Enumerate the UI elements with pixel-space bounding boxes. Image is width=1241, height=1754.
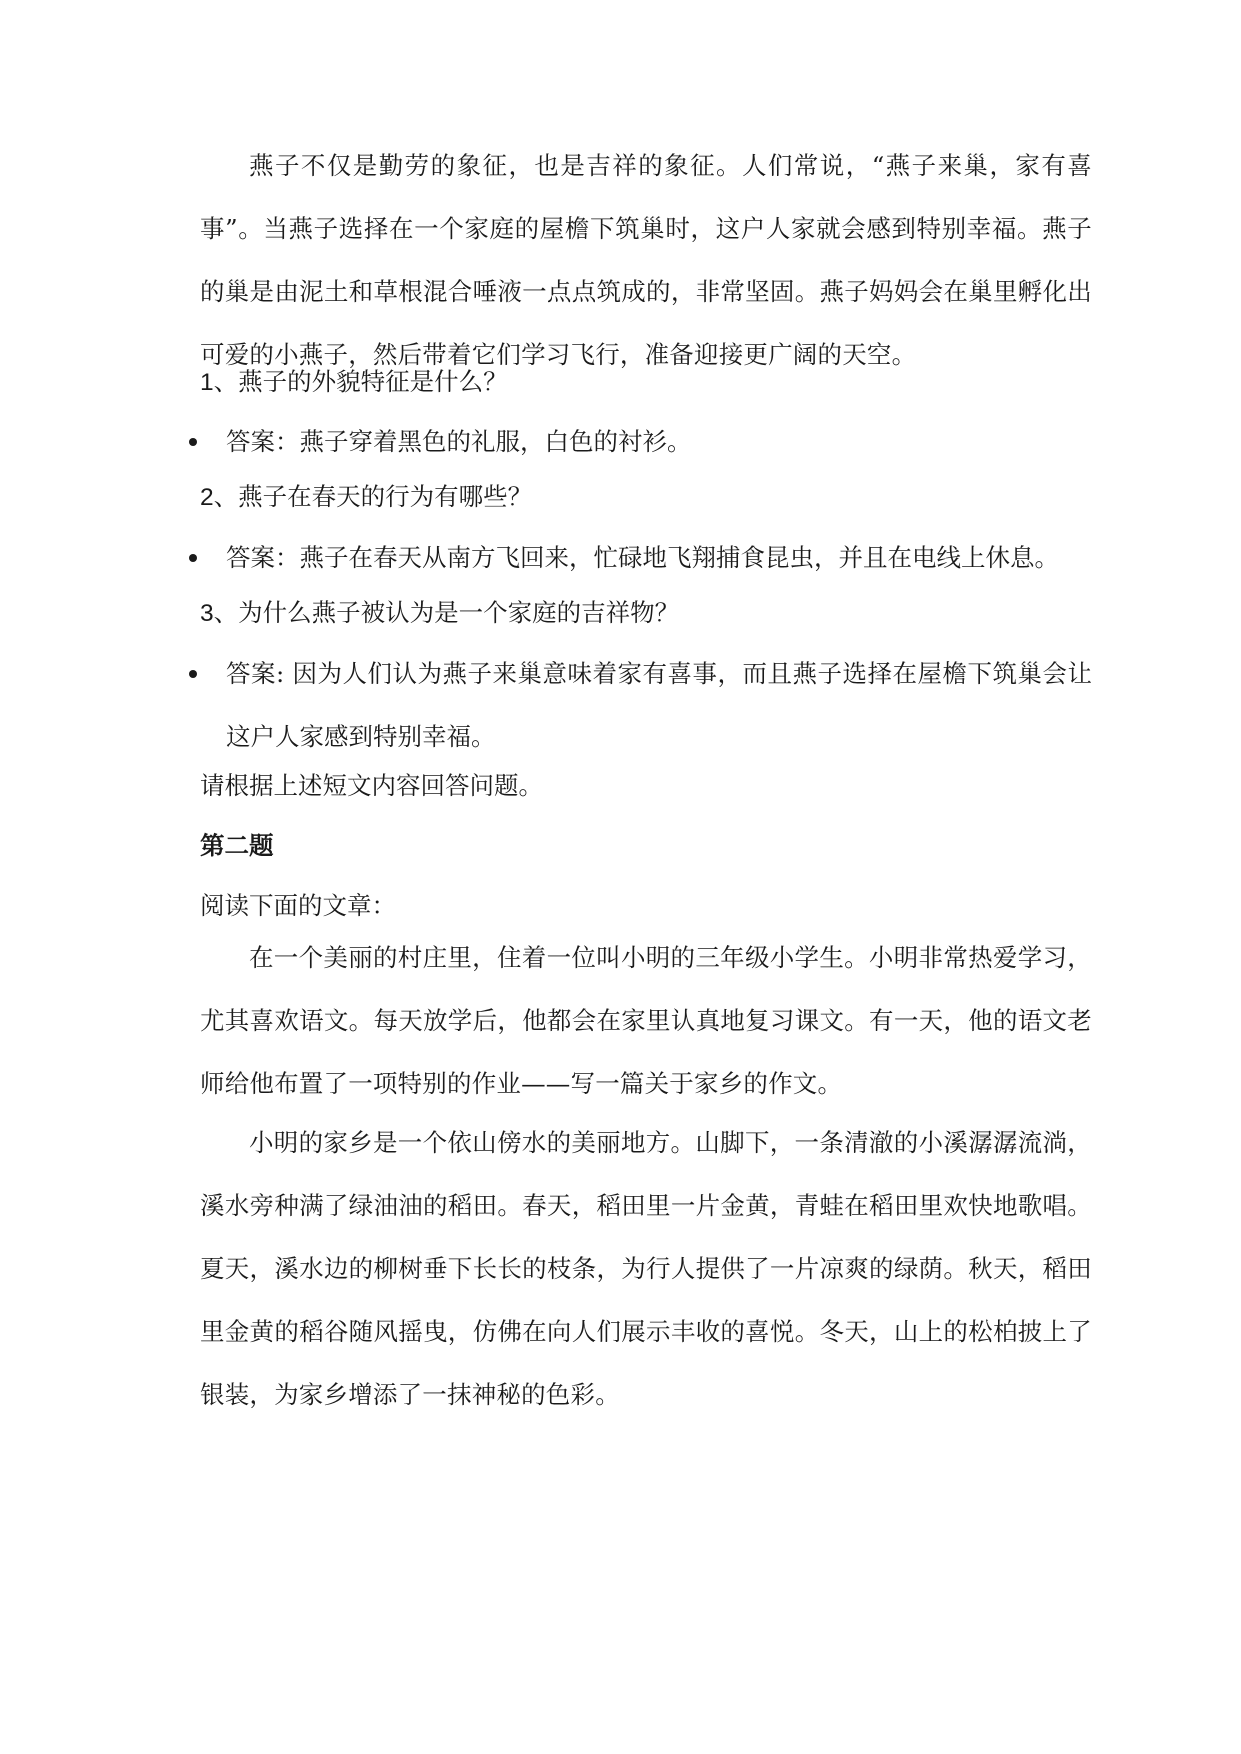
question-text: 、燕子的外貌特征是什么？ xyxy=(213,367,508,396)
question-number: 3 xyxy=(200,600,214,627)
answer-1: 答案：燕子穿着黑色的礼服，白色的衬衫。 xyxy=(226,427,692,456)
question-3 xyxy=(200,593,679,634)
bullet-icon xyxy=(189,670,197,678)
question-text: 、为什么燕子被认为是一个家庭的吉祥物？ xyxy=(213,598,680,627)
question-text: 、燕子在春天的行为有哪些？ xyxy=(213,482,533,511)
section-heading: 第二题 xyxy=(200,831,274,860)
instruction-text: 请根据上述短文内容回答问题。 xyxy=(200,771,543,800)
bullet-icon xyxy=(189,438,197,446)
story-paragraph-1: 在一个美丽的村庄里，住着一位叫小明的三年级小学生。小明非常热爱学习，尤其喜欢语文。每天放学后，他都会在家里认真地复习课文。有一天，他的语文老师给他布置了一项特别的作业——写一篇关于家乡的作文。 xyxy=(200,943,1092,1098)
answer-3: 答案: 因为人们认为燕子来巢意味着家有喜事，而且燕子选择在屋檐下筑巢会让这户人家感到特别幸福。 xyxy=(226,659,1092,751)
story-paragraph-2: 小明的家乡是一个依山傍水的美丽地方。山脚下，一条清澈的小溪潺潺流淌，溪水旁种满了绿油油的稻田。春天，稻田里一片金黄，青蛙在稻田里欢快地歌唱。夏天，溪水边的柳树垂下长长的枝条，为行人提供了一片凉爽的绿荫。秋天，稻田里金黄的稻谷随风摇曳，仿佛在向人们展示丰收的喜悦。冬天，山上的松柏披上了银装，为家乡增添了一抹神秘的色彩。 xyxy=(200,1128,1092,1409)
question-number: 1 xyxy=(200,369,214,396)
section-intro: 阅读下面的文章： xyxy=(200,891,396,920)
question-2 xyxy=(200,477,532,518)
question-1 xyxy=(200,362,508,403)
bullet-icon xyxy=(189,554,197,562)
passage-paragraph: 燕子不仅是勤劳的象征，也是吉祥的象征。人们常说，“燕子来巢，家有喜事”。当燕子选择在一个家庭的屋檐下筑巢时，这户人家就会感到特别幸福。燕子的巢是由泥土和草根混合唾液一点点筑成的，非常坚固。燕子妈妈会在巢里孵化出可爱的小燕子，然后带着它们学习飞行，准备迎接更广阔的天空。 xyxy=(200,151,1092,369)
answer-2: 答案：燕子在春天从南方飞回来，忙碌地飞翔捕食昆虫，并且在电线上休息。 xyxy=(226,543,1059,572)
question-number: 2 xyxy=(200,484,214,511)
